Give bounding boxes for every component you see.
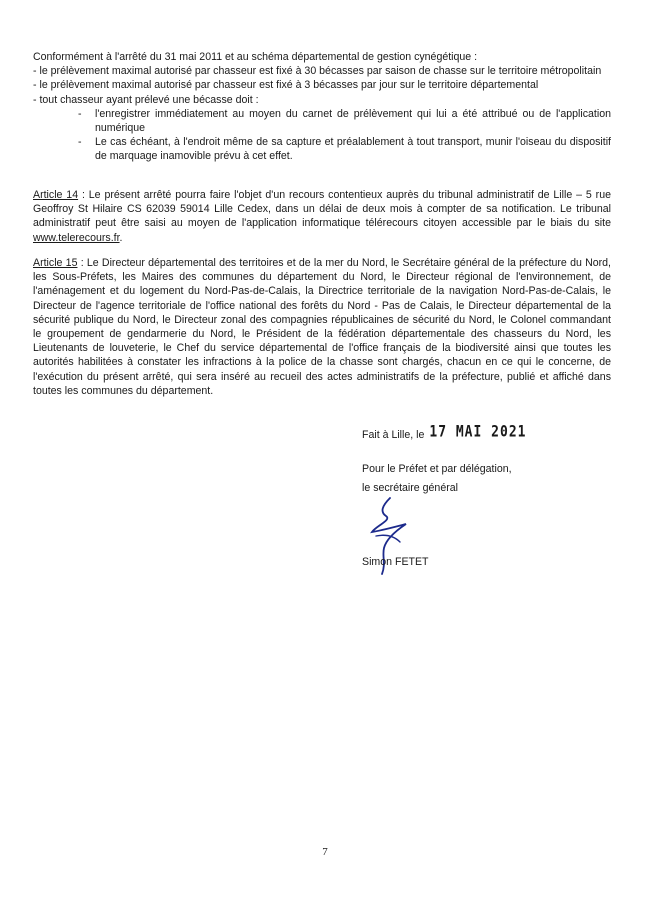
- page-number: 7: [322, 846, 328, 858]
- article-14-paragraph: [33, 188, 611, 245]
- sub-item-list: [33, 107, 611, 164]
- intro-bullet-3: - tout chasseur ayant prélevé une bécasse doit :: [33, 93, 259, 106]
- article-15: [33, 256, 611, 398]
- sub-item-text: Le cas échéant, à l'endroit même de sa capture et préalablement à tout transport, munir l'oiseau du dispositif de marquage inamovible prévu à cet effet.: [95, 136, 611, 163]
- intro-bullet-1: - le prélèvement maximal autorisé par chasseur est fixé à 30 bécasses par saison de chasse sur le territoire métropolitain: [33, 65, 602, 78]
- article-14-label: Article 14: [33, 189, 79, 201]
- place-label: Fait à Lille, le: [362, 429, 425, 441]
- signature-role: le secrétaire général: [362, 482, 458, 494]
- article-15-label: Article 15: [33, 257, 78, 269]
- signatory-name: Simon FETET: [362, 556, 429, 568]
- intro-line: Conformément à l'arrêté du 31 mai 2011 et au schéma départemental de gestion cynégétique :: [33, 51, 478, 63]
- signature-delegation: Pour le Préfet et par délégation,: [362, 463, 512, 475]
- article-15-text: : Le Directeur départemental des territoires et de la mer du Nord, le Secrétaire général de la préfecture du Nord, les Sous-Préfets, les Maires des communes du département du Nord, le Directeur régional de l'environnement, de l'aménagement et du logement du Nord-Pas-de-Calais, la Directrice territoriale de la navigation Nord-Pas-de-Calais, le Directeur de l'agence territoriale de l'office national des forêts du Nord - Pas de Calais, le Directeur départemental de la sécurité publique du Nord, le Directeur zonal des compagnies républicaines de sécurité du Nord, le Colonel commandant le groupement de gendarmerie du Nord, le Président de la fédération départementale des chasseurs du Nord, les Lieutenants de louveterie, le Chef du service départemental de l'office français de la biodiversité ainsi que toutes les autorités habilitées à constater les infractions à la police de la chasse sont chargés, chacun en ce qui le concerne, de l'exécution du présent arrêté, qui sera inséré au recueil des actes administratifs de la préfecture, publié et affiché dans toutes les communes du département.: [33, 257, 611, 397]
- article-14: [33, 188, 611, 245]
- date-stamp: 17 MAI 2021: [429, 422, 527, 442]
- list-dash: -: [78, 136, 82, 149]
- sub-item: [33, 107, 611, 135]
- signature-place-date: [362, 422, 622, 443]
- article-15-paragraph: [33, 256, 611, 398]
- sub-item-text: l'enregistrer immédiatement au moyen du carnet de prélèvement qui lui a été attribué ou de l'application numérique: [95, 107, 611, 134]
- intro-bullet-2: - le prélèvement maximal autorisé par chasseur est fixé à 3 bécasses par jour sur le territoire départemental: [33, 79, 539, 92]
- list-dash: -: [78, 107, 82, 120]
- sub-item: [33, 135, 611, 163]
- article-14-text: : Le présent arrêté pourra faire l'objet d'un recours contentieux auprès du tribunal administratif de Lille – 5 rue Geoffroy St Hilaire CS 62039 59014 Lille Cedex, dans un délai de deux mois à compter de sa notification. Le tribunal administratif peut être saisi au moyen de l'application informatique télérecours citoyen accessible par le biais du site: [33, 189, 611, 230]
- article-14-end: .: [119, 231, 123, 244]
- telerecours-link[interactable]: www.telerecours.fr: [33, 231, 120, 244]
- intro-section: [33, 50, 611, 164]
